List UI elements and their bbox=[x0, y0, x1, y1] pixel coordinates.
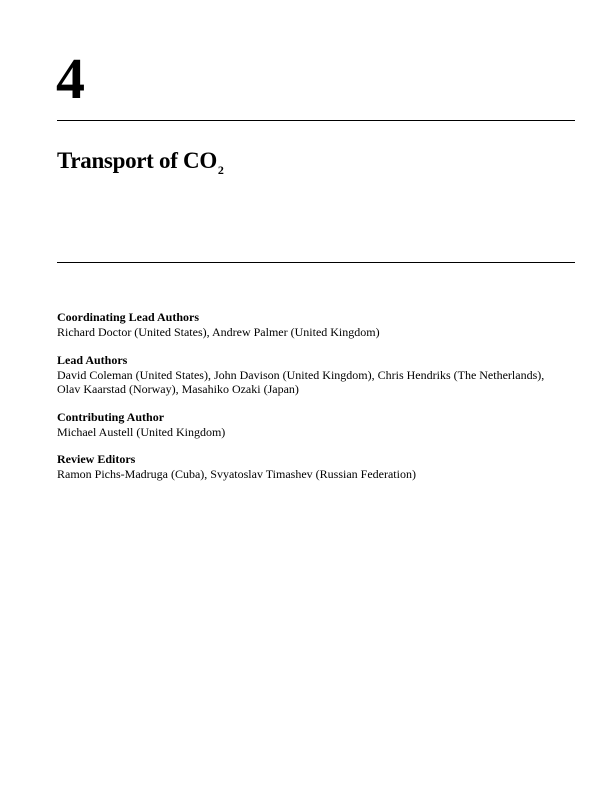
lead-authors-heading: Lead Authors bbox=[57, 352, 128, 367]
top-divider bbox=[57, 120, 575, 121]
chapter-title bbox=[57, 148, 224, 177]
chapter-title-text: Transport of CO bbox=[57, 148, 217, 173]
review-editors-section bbox=[57, 452, 575, 482]
review-editors-heading: Review Editors bbox=[57, 452, 136, 466]
chapter-number: 4 bbox=[56, 46, 85, 111]
bottom-divider bbox=[57, 262, 575, 263]
contributing-author-names: Michael Austell (United Kingdom) bbox=[57, 424, 226, 439]
contributing-author-heading: Contributing Author bbox=[57, 409, 165, 424]
coordinating-lead-authors-heading: Coordinating Lead Authors bbox=[57, 310, 200, 324]
coordinating-lead-authors-names: Richard Doctor (United States), Andrew Palmer (United Kingdom) bbox=[57, 325, 380, 339]
lead-authors-names-line-1: David Coleman (United States), John Davison (United Kingdom), Chris Hendriks (The Netherlands), bbox=[57, 367, 545, 382]
coordinating-lead-authors-section bbox=[57, 310, 575, 340]
lead-authors-section bbox=[57, 353, 575, 397]
contributing-author-section bbox=[57, 410, 575, 440]
chapter-title-subscript: 2 bbox=[217, 163, 224, 177]
lead-authors-names-line-2: Olav Kaarstad (Norway), Masahiko Ozaki (Japan) bbox=[57, 382, 299, 396]
author-list bbox=[57, 310, 575, 495]
review-editors-names: Ramon Pichs-Madruga (Cuba), Svyatoslav Timashev (Russian Federation) bbox=[57, 467, 416, 481]
